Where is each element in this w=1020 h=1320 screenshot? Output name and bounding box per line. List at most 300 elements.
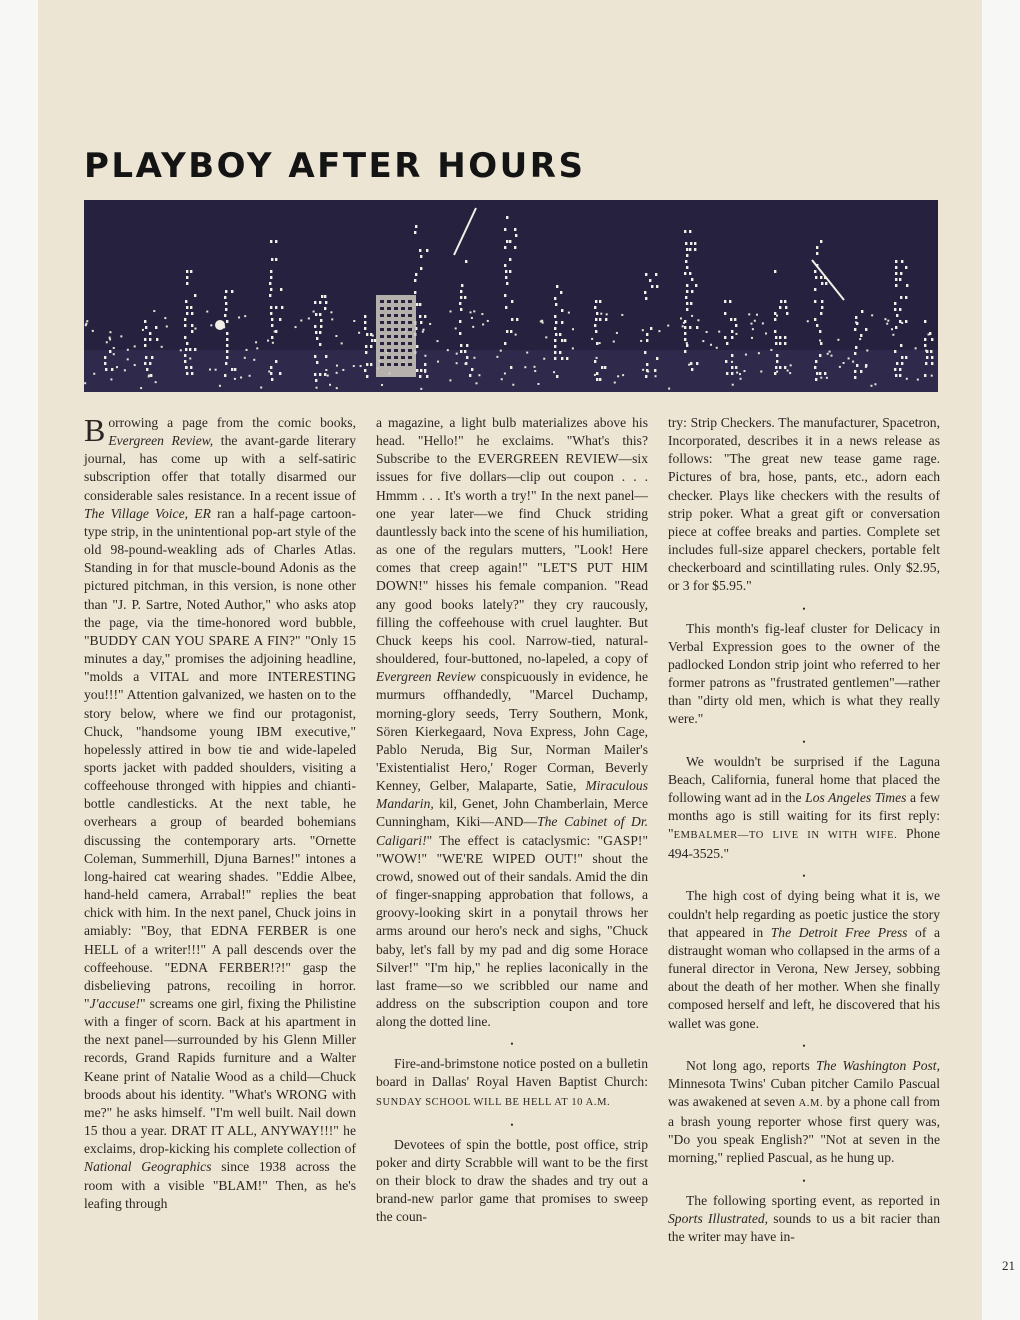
window-light xyxy=(149,332,151,335)
city-light xyxy=(751,323,753,325)
city-skyline-illustration xyxy=(84,200,938,392)
window-light xyxy=(686,308,688,311)
window-light xyxy=(906,284,908,287)
article-paragraph xyxy=(668,1057,940,1168)
window-light xyxy=(819,330,821,333)
city-light xyxy=(831,355,833,357)
city-light xyxy=(647,371,649,373)
city-light xyxy=(614,382,616,384)
window-light xyxy=(144,344,146,347)
window-light xyxy=(319,373,321,376)
window-light xyxy=(191,324,193,327)
window-light xyxy=(419,303,421,306)
window-light xyxy=(314,301,316,304)
searchlight-beam xyxy=(812,260,844,300)
city-light xyxy=(120,335,122,337)
window-light xyxy=(185,300,187,303)
window-light xyxy=(684,272,686,275)
window-light xyxy=(504,264,506,267)
city-light xyxy=(884,318,886,320)
window-light xyxy=(724,300,726,303)
building-window xyxy=(380,300,384,303)
window-light xyxy=(724,312,726,315)
city-light xyxy=(886,323,888,325)
city-light xyxy=(537,383,539,385)
window-light xyxy=(684,332,686,335)
window-light xyxy=(271,318,273,321)
window-light xyxy=(364,315,366,318)
building-window xyxy=(401,356,405,359)
city-light xyxy=(731,361,733,363)
city-light xyxy=(891,328,893,330)
building-window xyxy=(394,314,398,317)
building-window xyxy=(387,328,391,331)
city-light xyxy=(161,346,163,348)
city-light xyxy=(353,320,355,322)
city-light xyxy=(500,350,502,352)
city-light xyxy=(501,378,503,380)
window-light xyxy=(894,308,896,311)
building-window xyxy=(387,307,391,310)
building-window xyxy=(394,321,398,324)
building-window xyxy=(401,342,405,345)
city-light xyxy=(594,374,596,376)
city-light xyxy=(496,356,498,358)
city-light xyxy=(837,339,839,341)
building-window xyxy=(387,363,391,366)
city-light xyxy=(473,357,475,359)
city-light xyxy=(336,365,338,367)
city-light xyxy=(149,362,151,364)
window-light xyxy=(270,288,272,291)
window-light xyxy=(459,332,461,335)
article-paragraph xyxy=(84,414,356,1213)
text-run: since 1938 across the room with a visible "BLAM!" Then, as he's leafing through xyxy=(84,1159,356,1211)
city-light xyxy=(718,331,720,333)
article-paragraph xyxy=(668,887,940,1032)
window-light xyxy=(645,375,647,378)
window-light xyxy=(420,369,422,372)
city-light xyxy=(848,357,850,359)
text-run: of a distraught woman who collapsed in the arms of a funeral director in Verona, New Jersey, sobbing about the death of her mother. When she finally composed herself and left, he discovered that his wallet was gone. xyxy=(668,924,940,1031)
city-light xyxy=(194,328,196,330)
window-light xyxy=(905,296,907,299)
window-light xyxy=(104,356,106,359)
city-light xyxy=(325,369,327,371)
window-light xyxy=(225,290,227,293)
window-light xyxy=(555,321,557,324)
window-light xyxy=(554,327,556,330)
window-light xyxy=(271,336,273,339)
window-light xyxy=(364,327,366,330)
window-light xyxy=(321,295,323,298)
window-light xyxy=(854,352,856,355)
window-light xyxy=(595,300,597,303)
text-run: The following sporting event, as reported in xyxy=(686,1192,940,1208)
window-light xyxy=(190,270,192,273)
building-window xyxy=(408,328,412,331)
window-light xyxy=(316,361,318,364)
building-window xyxy=(394,328,398,331)
window-light xyxy=(315,331,317,334)
city-light xyxy=(449,379,451,381)
city-light xyxy=(470,311,472,313)
city-light xyxy=(249,375,251,377)
city-light xyxy=(572,328,574,330)
window-light xyxy=(821,306,823,309)
city-light xyxy=(931,375,933,377)
item-separator: • xyxy=(802,603,806,614)
window-light xyxy=(509,270,511,273)
window-light xyxy=(815,276,817,279)
window-light xyxy=(685,260,687,263)
window-light xyxy=(865,328,867,331)
city-light xyxy=(621,314,623,316)
window-light xyxy=(226,356,228,359)
city-light xyxy=(533,366,535,368)
text-run: Not long ago, reports xyxy=(686,1057,816,1073)
window-light xyxy=(655,273,657,276)
window-light xyxy=(146,368,148,371)
city-light xyxy=(464,363,466,365)
window-light xyxy=(185,348,187,351)
city-light xyxy=(512,384,514,386)
window-light xyxy=(465,260,467,263)
text-run: Minnesota Twins' Cuban pitcher Camilo Pascual was awakened at seven xyxy=(668,1075,940,1109)
building-window xyxy=(401,349,405,352)
city-light xyxy=(504,372,506,374)
quote-emphasis: J'accuse! xyxy=(89,996,141,1011)
city-light xyxy=(267,340,269,342)
window-light xyxy=(510,366,512,369)
window-light xyxy=(696,326,698,329)
window-light xyxy=(225,362,227,365)
window-light xyxy=(774,330,776,333)
window-light xyxy=(555,303,557,306)
window-light xyxy=(184,360,186,363)
window-light xyxy=(184,354,186,357)
window-light xyxy=(731,354,733,357)
window-light xyxy=(460,290,462,293)
window-light xyxy=(191,372,193,375)
window-light xyxy=(459,320,461,323)
window-light xyxy=(685,242,687,245)
window-light xyxy=(686,266,688,269)
window-light xyxy=(816,324,818,327)
window-light xyxy=(315,379,317,382)
city-light xyxy=(358,332,360,334)
window-light xyxy=(774,372,776,375)
window-light xyxy=(279,372,281,375)
city-light xyxy=(745,354,747,356)
window-light xyxy=(926,356,928,359)
item-separator: • xyxy=(802,871,806,882)
window-light xyxy=(145,356,147,359)
moon-light xyxy=(215,320,225,330)
window-light xyxy=(109,350,111,353)
window-light xyxy=(924,320,926,323)
window-light xyxy=(899,374,901,377)
city-light xyxy=(487,320,489,322)
city-light xyxy=(209,369,211,371)
building-window xyxy=(380,356,384,359)
city-light xyxy=(807,320,809,322)
window-light xyxy=(690,302,692,305)
window-light xyxy=(316,337,318,340)
window-light xyxy=(696,362,698,365)
window-light xyxy=(820,312,822,315)
city-light xyxy=(680,317,682,319)
text-run: orrowing a page from the comic books, xyxy=(108,415,356,430)
city-light xyxy=(238,317,240,319)
building-window xyxy=(387,349,391,352)
window-light xyxy=(506,282,508,285)
window-light xyxy=(905,320,907,323)
window-light xyxy=(186,342,188,345)
window-light xyxy=(775,336,777,339)
window-light xyxy=(420,321,422,324)
window-light xyxy=(820,276,822,279)
window-light xyxy=(420,267,422,270)
window-light xyxy=(224,314,226,317)
window-light xyxy=(556,285,558,288)
city-light xyxy=(735,333,737,335)
window-light xyxy=(364,321,366,324)
city-light xyxy=(330,311,332,313)
article-paragraph xyxy=(376,414,648,1031)
window-light xyxy=(554,339,556,342)
city-light xyxy=(140,387,142,389)
city-light xyxy=(543,358,545,360)
article-paragraph: try: Strip Checkers. The manufacturer, Spacetron, Incorporated, describes it in a news release as follows: "The great new tease game rage. Pictures of bra, hose, pants, etc., adorn each checker. Plays like checkers with the results of strip poker. What a great gift or conversation piece at coffee breaks and parties. Complete set includes full-size apparel checkers, portable felt checkerboard and scintillating rules. Only $2.95, or 3 for $5.95." xyxy=(668,415,940,594)
window-light xyxy=(819,372,821,375)
window-light xyxy=(186,372,188,375)
text-run: The high cost of dying being what it is, we couldn't help regarding as poetic justice the story that appeared in xyxy=(668,888,940,940)
window-light xyxy=(689,248,691,251)
window-light xyxy=(419,315,421,318)
city-light xyxy=(110,378,112,380)
city-light xyxy=(859,338,861,340)
window-light xyxy=(226,332,228,335)
window-light xyxy=(469,374,471,377)
building-window xyxy=(408,356,412,359)
window-light xyxy=(784,300,786,303)
window-light xyxy=(275,258,277,261)
building-window xyxy=(401,321,405,324)
window-light xyxy=(414,291,416,294)
window-light xyxy=(325,301,327,304)
window-light xyxy=(554,351,556,354)
city-light xyxy=(776,371,778,373)
text-run: Fire-and-brimstone notice posted on a bulletin board in Dallas' Royal Haven Baptist Church: xyxy=(376,1056,648,1090)
window-light xyxy=(860,370,862,373)
city-light xyxy=(819,340,821,342)
publication-title: The Washington Post, xyxy=(816,1057,940,1073)
window-light xyxy=(901,362,903,365)
window-light xyxy=(504,228,506,231)
window-light xyxy=(735,324,737,327)
building-window xyxy=(408,300,412,303)
article-paragraph xyxy=(376,1055,648,1111)
window-light xyxy=(270,366,272,369)
window-light xyxy=(419,375,421,378)
window-light xyxy=(224,374,226,377)
window-light xyxy=(366,363,368,366)
building-window xyxy=(408,314,412,317)
city-light xyxy=(471,317,473,319)
building-window xyxy=(380,363,384,366)
window-light xyxy=(594,306,596,309)
window-light xyxy=(599,318,601,321)
window-light xyxy=(365,345,367,348)
window-light xyxy=(645,273,647,276)
city-light xyxy=(616,332,618,334)
city-light xyxy=(887,320,889,322)
window-light xyxy=(459,302,461,305)
city-light xyxy=(106,341,108,343)
city-light xyxy=(134,364,136,366)
window-light xyxy=(156,338,158,341)
building-window xyxy=(387,321,391,324)
building-window xyxy=(408,307,412,310)
building-window xyxy=(401,328,405,331)
city-light xyxy=(219,385,221,387)
window-light xyxy=(104,362,106,365)
window-light xyxy=(654,369,656,372)
building-window xyxy=(394,307,398,310)
window-light xyxy=(471,368,473,371)
window-light xyxy=(924,338,926,341)
article-column-3 xyxy=(668,414,940,1246)
window-light xyxy=(416,369,418,372)
window-light xyxy=(689,272,691,275)
city-light xyxy=(482,323,484,325)
window-light xyxy=(814,318,816,321)
film-title: The Cabinet of Dr. Caligari! xyxy=(376,814,648,848)
city-light xyxy=(617,375,619,377)
window-light xyxy=(314,325,316,328)
window-light xyxy=(504,246,506,249)
item-separator: • xyxy=(510,1119,514,1130)
city-light xyxy=(86,320,88,322)
text-run: a few months ago is still waiting for its first reply: " xyxy=(668,789,940,842)
city-light xyxy=(424,371,426,373)
text-run: " The effect is cataclysmic: "GASP!" "WOW!" "WE'RE WIPED OUT!" shout the crowd, snowed out of their sandals. Amid the din of finger-snapping approbation that follows, a groovy-looking skirt in a ponytail throws her arms around our hero's neck and sighs, "Chuck baby, let's fall by my pad and dig some Horace Silver!" "I'm hip," he replies laconically in the last frame—so we scribbled our name and address on the subscription coupon and tore along the dotted line. xyxy=(376,832,648,1030)
drop-cap: B xyxy=(84,412,106,448)
window-light xyxy=(895,374,897,377)
window-light xyxy=(816,252,818,255)
window-light xyxy=(279,318,281,321)
city-light xyxy=(308,317,310,319)
window-light xyxy=(594,324,596,327)
city-light xyxy=(295,326,297,328)
window-light xyxy=(184,324,186,327)
window-light xyxy=(365,351,367,354)
window-light xyxy=(271,258,273,261)
window-light xyxy=(144,362,146,365)
city-light xyxy=(109,337,111,339)
window-light xyxy=(901,356,903,359)
window-light xyxy=(825,282,827,285)
building-window xyxy=(387,335,391,338)
window-light xyxy=(650,327,652,330)
window-light xyxy=(900,272,902,275)
window-light xyxy=(596,312,598,315)
window-light xyxy=(111,368,113,371)
city-light xyxy=(871,314,873,316)
window-light xyxy=(895,284,897,287)
building-window xyxy=(394,356,398,359)
window-light xyxy=(186,306,188,309)
window-light xyxy=(729,300,731,303)
city-light xyxy=(244,315,246,317)
city-light xyxy=(732,384,734,386)
page-number: 21 xyxy=(1002,1258,1015,1273)
city-light xyxy=(892,334,894,336)
city-light xyxy=(524,366,526,368)
city-light xyxy=(690,362,692,364)
window-light xyxy=(505,276,507,279)
window-light xyxy=(460,344,462,347)
window-light xyxy=(900,344,902,347)
window-light xyxy=(320,325,322,328)
window-light xyxy=(784,336,786,339)
window-light xyxy=(270,306,272,309)
city-light xyxy=(113,347,115,349)
city-light xyxy=(787,370,789,372)
window-light xyxy=(315,313,317,316)
window-light xyxy=(414,279,416,282)
city-light xyxy=(770,349,772,351)
window-light xyxy=(460,296,462,299)
window-light xyxy=(319,313,321,316)
window-light xyxy=(775,342,777,345)
window-light xyxy=(645,297,647,300)
window-light xyxy=(779,366,781,369)
window-light xyxy=(649,279,651,282)
window-light xyxy=(561,339,563,342)
city-light xyxy=(300,319,302,321)
window-light xyxy=(931,362,933,365)
window-light xyxy=(416,303,418,306)
building-window xyxy=(408,335,412,338)
window-light xyxy=(814,288,816,291)
window-light xyxy=(779,306,781,309)
window-light xyxy=(775,366,777,369)
city-light xyxy=(424,355,426,357)
window-light xyxy=(595,318,597,321)
city-light xyxy=(572,347,574,349)
window-light xyxy=(860,334,862,337)
window-light xyxy=(824,372,826,375)
city-light xyxy=(716,347,718,349)
window-light xyxy=(814,300,816,303)
window-light xyxy=(691,278,693,281)
window-light xyxy=(821,300,823,303)
window-light xyxy=(144,338,146,341)
window-light xyxy=(855,316,857,319)
city-light xyxy=(925,350,927,352)
city-light xyxy=(153,310,155,312)
window-light xyxy=(861,310,863,313)
window-light xyxy=(604,366,606,369)
window-light xyxy=(420,255,422,258)
window-light xyxy=(281,306,283,309)
window-light xyxy=(924,344,926,347)
window-light xyxy=(896,362,898,365)
window-light xyxy=(275,240,277,243)
window-light xyxy=(516,318,518,321)
